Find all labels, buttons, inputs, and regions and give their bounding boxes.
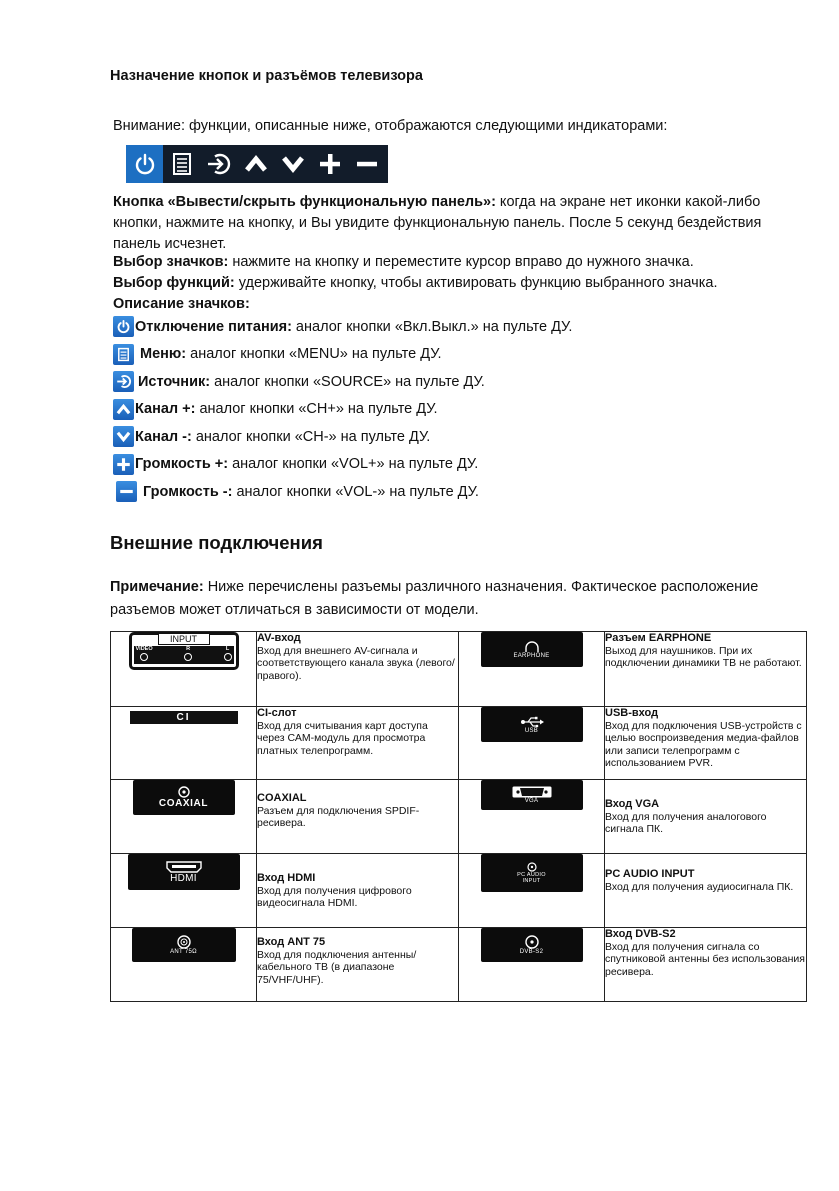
list-item: Канал -: аналог кнопки «CH-» на пульте ДУ. (113, 423, 803, 451)
earphone-image-cell (459, 632, 605, 707)
connectors-table (110, 631, 807, 1002)
hdmi-image-cell (111, 854, 257, 928)
volume-up-icon (311, 145, 348, 183)
page-title: Назначение кнопок и разъёмов телевизора (110, 68, 423, 84)
pc-audio-image-cell (459, 854, 605, 928)
ant-desc: Вход ANT 75 Вход для подключения антенны/кабельного ТВ (в диапазоне 75/VHF/UHF). (257, 928, 459, 1002)
indicator-bar (126, 145, 388, 183)
source-icon (200, 145, 237, 183)
list-item: Меню: аналог кнопки «MENU» на пульте ДУ. (113, 341, 803, 369)
vga-desc: Вход VGA Вход для получения аналогового сигнала ПК. (605, 780, 807, 854)
channel-down-icon (113, 426, 134, 447)
av-input-panel: INPUT VIDEO R L (129, 632, 239, 670)
vga-port: VGA (481, 780, 583, 810)
jack-icon (140, 653, 148, 661)
list-item: Отключение питания: аналог кнопки «Вкл.Выкл.» на пульте ДУ. (113, 313, 803, 341)
power-icon (126, 145, 163, 183)
headphones-icon (524, 641, 540, 653)
pc-audio-desc: PC AUDIO INPUT Вход для получения аудиосигнала ПК. (605, 854, 807, 928)
jack-icon (184, 653, 192, 661)
satellite-jack-icon (525, 935, 539, 949)
icon-description-list (113, 313, 803, 506)
usb-image-cell (459, 707, 605, 780)
volume-up-icon (113, 454, 134, 475)
usb-icon (520, 716, 544, 728)
hdmi-connector-icon (166, 861, 202, 873)
list-item: Канал +: аналог кнопки «CH+» на пульте ДУ. (113, 396, 803, 424)
menu-icon (163, 145, 200, 183)
vga-connector-icon (512, 786, 552, 798)
coaxial-port: COAXIAL (133, 780, 235, 815)
table-row (111, 854, 807, 928)
ci-slot: CI (130, 711, 238, 724)
menu-icon (113, 344, 134, 365)
earphone-port: EARPHONE (481, 632, 583, 667)
attention-text: Внимание: функции, описанные ниже, отображаются следующими индикаторами: (113, 118, 668, 134)
list-item: Источник: аналог кнопки «SOURCE» на пульте ДУ. (113, 368, 803, 396)
table-row (111, 632, 807, 707)
table-row (111, 707, 807, 780)
channel-down-icon (274, 145, 311, 183)
earphone-desc: Разъем EARPHONE Выход для наушников. При их подключении динамики ТВ не работают. (605, 632, 807, 707)
antenna-jack-icon (177, 935, 191, 949)
table-row (111, 928, 807, 1002)
ci-image-cell (111, 707, 257, 780)
source-icon (113, 371, 134, 392)
power-icon (113, 316, 134, 337)
section-title: Внешние подключения (110, 532, 323, 553)
av-input-desc: AV-вход Вход для внешнего AV-сигнала и соответствующего канала звука (левого/правого). (257, 632, 459, 707)
pc-audio-port: PC AUDIO INPUT (481, 854, 583, 892)
usb-port: USB (481, 707, 583, 742)
list-item: Громкость +: аналог кнопки «VOL+» на пульте ДУ. (113, 451, 803, 479)
ant-image-cell (111, 928, 257, 1002)
usb-desc: USB-вход Вход для подключения USB-устройств с целью воспроизведения медиа-файлов или записи телепрограмм с использованием PVR. (605, 707, 807, 780)
list-item: Громкость -: аналог кнопки «VOL-» на пульте ДУ. (113, 478, 803, 506)
dvb-image-cell (459, 928, 605, 1002)
hdmi-port: HDMI (128, 854, 240, 890)
table-row (111, 780, 807, 854)
volume-down-icon (116, 481, 137, 502)
note-paragraph: Примечание: Ниже перечислены разъемы различного назначения. Фактическое расположение разъемов может отличаться в зависимости от модели. (110, 579, 759, 618)
av-input-image-cell (111, 632, 257, 707)
channel-up-icon (113, 399, 134, 420)
volume-down-icon (348, 145, 385, 183)
selection-paragraph: Выбор значков: нажмите на кнопку и переместите курсор вправо до нужного значка. Выбор функций: удерживайте кнопку, чтобы активировать функцию выбранного значка. Описание значков: (113, 254, 718, 312)
ci-desc: CI-слот Вход для считывания карт доступа через САМ-модуль для просмотра платных телепрограмм. (257, 707, 459, 780)
audio-jack-icon (527, 862, 537, 872)
jack-icon (224, 653, 232, 661)
coaxial-desc: COAXIAL Разъем для подключения SPDIF-ресивера. (257, 780, 459, 854)
dvb-desc: Вход DVB-S2 Вход для получения сигнала со спутниковой антенны без использования ресивера. (605, 928, 807, 1002)
dvb-port: DVB-S2 (481, 928, 583, 962)
coaxial-image-cell (111, 780, 257, 854)
hdmi-desc: Вход HDMI Вход для получения цифрового видеосигнала HDMI. (257, 854, 459, 928)
channel-up-icon (237, 145, 274, 183)
ant-port: ANT 75Ω (132, 928, 236, 962)
coaxial-jack-icon (178, 786, 190, 798)
vga-image-cell (459, 780, 605, 854)
toggle-panel-paragraph: Кнопка «Вывести/скрыть функциональную панель»: когда на экране нет иконки какой-либо кнопки, нажмите на кнопку, и Вы увидите функциональную панель. После 5 секунд бездействия панель исчезнет. (113, 194, 762, 252)
